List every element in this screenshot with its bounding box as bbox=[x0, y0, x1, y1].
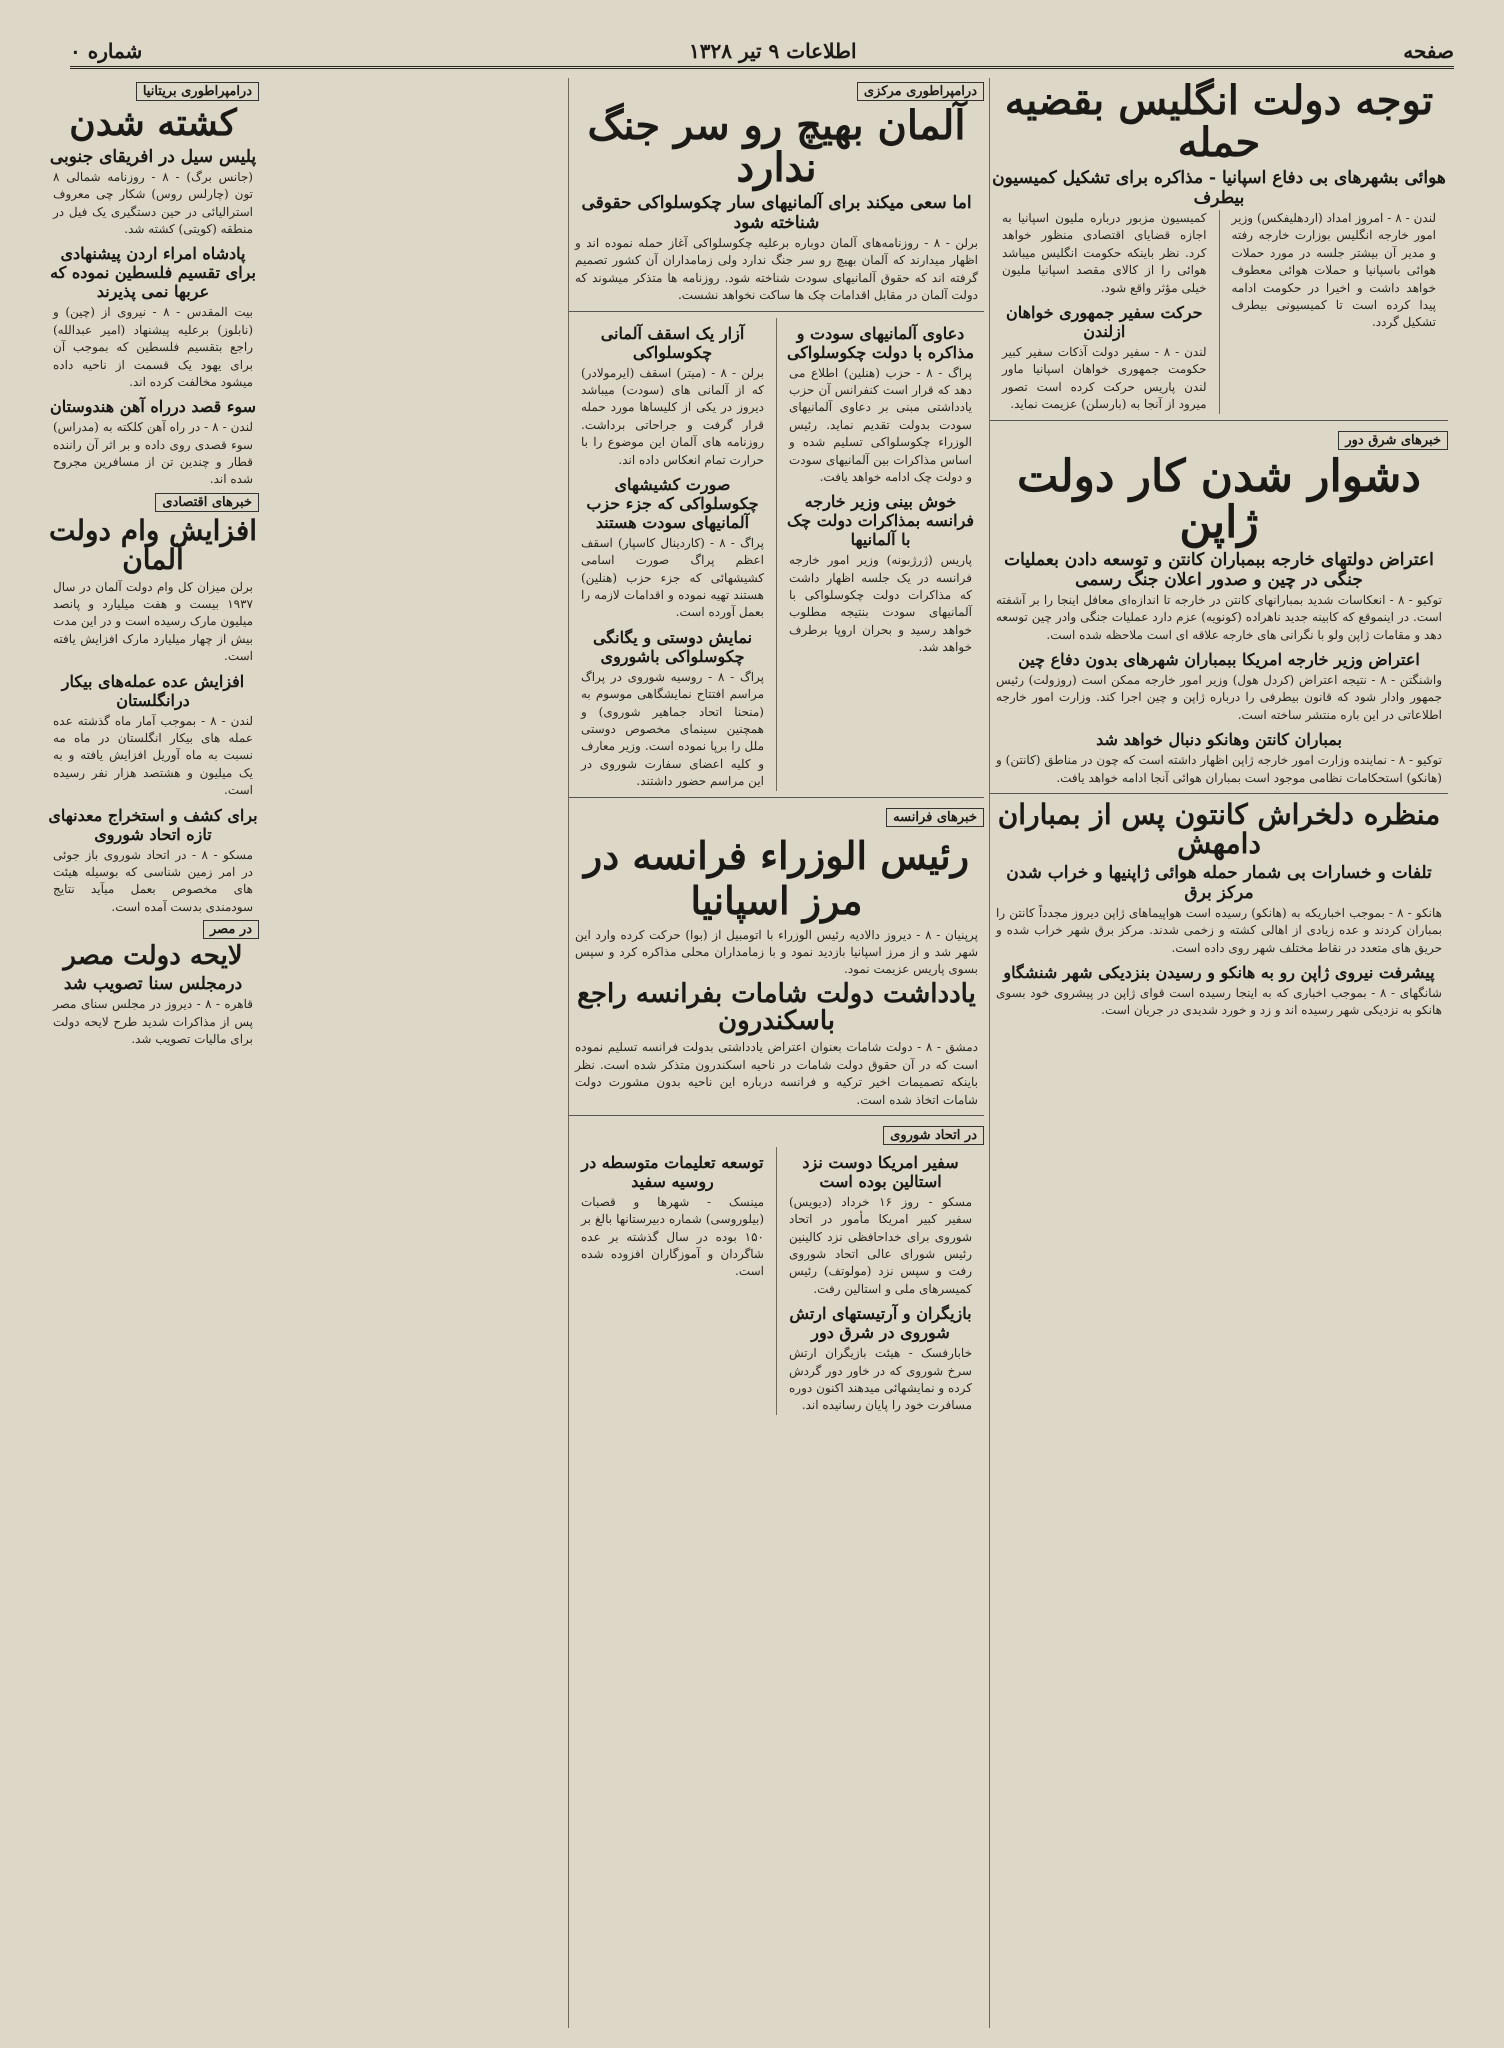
headline-ambassador: حرکت سفیر جمهوری خواهان ازلندن bbox=[1005, 302, 1203, 341]
column-central-europe bbox=[568, 78, 984, 2028]
headline-england-spain: توجه دولت انگلیس بقضیه حمله bbox=[1004, 78, 1434, 166]
headline-india-rail: سوء قصد درراه آهن هندوستان bbox=[49, 397, 257, 417]
subhead-killed: پلیس سیل در افریقای جنوبی bbox=[49, 146, 257, 167]
header-section: صفحه bbox=[1403, 39, 1454, 63]
headline-hankow-advance: پیشرفت نیروی ژاپن رو به هانکو و رسیدن بنزدیکی شهر شنشگاو bbox=[1003, 962, 1435, 982]
headline-canton-scene: منظره دلخراش کانتون پس از بمباران دامهش bbox=[997, 798, 1441, 861]
article-germany: برلن - ۸ - روزنامه‌های آلمان دوباره برعلیه چکوسلواکی آغاز حمله نموده اند و اظهار میدارند که آلمان بهیچ رو سر جنگ ندارد ولی زمامداران آن کشور تصمیم گرفته اند که حقوق آلمانیهای سودت شناخته شود. روزنامه ها متذکر میشوند که دولت آلمان در مقابل اقدامات چک ها ساکت نخواهد نشست. bbox=[575, 236, 978, 303]
article-priests: پراگ - ۸ - (کاردینال کاسپار) اسقف اعظم پراگ صورت اسامی کشیشهائی که جزء حزب (هنلین) هستند تهیه نموده و اقدامات لازمه را بعمل آورده است. bbox=[581, 535, 764, 620]
section-economy: خبرهای اقتصادی bbox=[155, 493, 259, 512]
headline-education: توسعه تعلیمات متوسطه در روسیه سفید bbox=[581, 1152, 764, 1191]
article-syria-note: دمشق - ۸ - دولت شامات بعنوان اعتراض یادداشتی بدولت فرانسه تسلیم نموده است که در آن حقوق دولت شامات در ناحیه اسکندرون متذکر شده است. نظر باینکه تصمیمات اخیر ترکیه و فرانسه درباره این ناحیه بدون مشورت دولت شامات اتخاذ شده است. bbox=[575, 1040, 979, 1107]
article-egypt: قاهره - ۸ - دیروز در مجلس سنای مصر پس از مذاکرات شدید طرح لایحه دولت برای مالیات تصویب شد. bbox=[53, 997, 253, 1047]
headline-sudeten: دعاوی آلمانیهای سودت و مذاکره با دولت چکوسلواکی bbox=[786, 323, 975, 362]
headline-killed: کشته شدن bbox=[69, 102, 237, 144]
subhead-egypt: درمجلس سنا تصویب شد bbox=[63, 974, 243, 995]
article-us-envoy: مسکو - روز ۱۶ خرداد (دیویس) سفیر کبیر امریکا مأمور در اتحاد شوروی برای خداحافظی نزد کالینین رئیس شورای عالی اتحاد شوروی رفت و سپس نزد (مولوتف) رئیس کمیسرهای ملی و استالین رفت. bbox=[789, 1194, 973, 1296]
article-ambassador: لندن - ۸ - سفیر دولت آذکات سفیر کبیر حکومت جمهوری خواهان اسپانیا ماور لندن پاریس حرکت کرده است تصور میرود از آنجا به (بارسلن) عزیمت نماید. bbox=[1002, 344, 1207, 412]
headline-red-army-actors: بازیگران و آرتیستهای ارتش شوروی در شرق دور bbox=[789, 1304, 972, 1343]
article-french-pm: پرپنیان - ۸ - دیروز دالادیه رئیس الوزراء با اتومبیل از (بوا) حرکت کرده وارد این شهر شد و از مرز اسپانیا بازدید نمود و با زمامداران محلی مذاکره کرد و سپس بسوی پاریس عزیمت نمود. bbox=[575, 927, 978, 977]
column-empire-economy bbox=[47, 78, 259, 2028]
article-sudeten: پراگ - ۸ - حزب (هنلین) اطلاع می دهد که قرار است کنفرانس آن حزب یادداشتی مبنی بر دعاوی آلمانیهای سودت بدولت تقدیم نماید. رئیس الوزراء چکوسلواکی تسلیم شده و اساس مذاکرات بین آلمانیهای سودت و دولت چک ادامه خواهد یافت. bbox=[789, 365, 972, 484]
england-spain-columns bbox=[990, 210, 1448, 414]
headline-canton-bombing: بمباران کانتن وهانکو دنبال خواهد شد bbox=[1096, 730, 1342, 750]
article-friendship: پراگ - ۸ - روسیه شوروی در پراگ مراسم افتتاح نمایشگاهی موسوم به (منحنا اتحاد جماهیر شوروی) و همچنین سینمای مخصوص دوستی ملل را برپا نموده است. وزیر معارف و کلیه اعضای سفارت شوروی در این مراسم حضور داشتند. bbox=[581, 669, 764, 789]
headline-egypt: لایحه دولت مصر bbox=[63, 941, 243, 972]
headline-mines: برای کشف و استخراج معدنهای تازه اتحاد شوروی bbox=[48, 805, 258, 844]
header-number: شماره ۰ bbox=[70, 39, 143, 63]
headline-syria-note: یادداشت دولت شامات بفرانسه راجع باسکندرون bbox=[577, 978, 976, 1037]
section-far-east: خبرهای شرق دور bbox=[1338, 431, 1448, 450]
article-canton-bombing: توکیو - ۸ - نماینده وزارت امور خارجه ژاپن اظهار داشته است که چون در مناطق (کانتن) و (هانکو) استحکامات نظامی موجود است بمباران هوائی آنجا ادامه خواهد یافت. bbox=[996, 753, 1442, 785]
header-paper: اطلاعات ۹ تیر ۱۳۲۸ bbox=[689, 39, 857, 63]
article-education: مینسک - شهرها و قصبات (بیلوروسی) شماره دبیرستانها بالغ بر ۱۵۰ بوده در سال گذشته بر عده شاگردان و آموزگاران افزوده شده است. bbox=[581, 1194, 764, 1279]
section-british-empire: درامپراطوری بریتانیا bbox=[136, 82, 259, 101]
subhead-canton-scene: تلفات و خسارات بی شمار حمله هوائی ژاپنیها و خراب شدن مرکز برق bbox=[1006, 862, 1432, 903]
article-killed: (جانس برگ) - ۸ - روزنامه شمالی ۸ تون (چارلس روس) شکار چی معروف استرالیائی در حین دستگیری یک فیل در منطقه (کویتی) کشته شد. bbox=[53, 169, 253, 236]
headline-us-envoy: سفیر امریکا دوست نزد استالین بوده است bbox=[802, 1152, 959, 1191]
subhead-england-spain: هوائی بشهرهای بی دفاع اسپانیا - مذاکره برای تشکیل کمیسیون بیطرف bbox=[992, 168, 1446, 208]
section-france: خبرهای فرانسه bbox=[886, 808, 984, 827]
divider bbox=[569, 311, 984, 312]
headline-french-optimism: خوش بینی وزیر خارجه فرانسه بمذاکرات دولت چک با آلمانیها bbox=[786, 492, 975, 550]
article-hankow-advance: شانگهای - ۸ - بموجب اخباری که به اینجا رسیده است قوای ژاپن در پیشروی خود بسوی هانکو به نزدیکی شهر رسیده اند و زد و خورد شدیدی در جریان است. bbox=[996, 985, 1442, 1018]
soviet-columns bbox=[569, 1147, 984, 1415]
sudeten-columns bbox=[569, 318, 984, 791]
subhead-germany: اما سعی میکند برای آلمانیهای سار چکوسلواکی حقوقی شناخته شود bbox=[581, 193, 972, 233]
article-mines: مسکو - ۸ - در اتحاد شوروی باز جوئی در امر زمین شناسی که بوسیله هیئت های مخصوص بعمل میآید نتایج سودمندی بدست آمده است. bbox=[53, 847, 253, 914]
headline-palestine: پادشاه امراء اردن پیشنهادی برای تقسیم فلسطین نموده که عربها نمی پذیرند bbox=[50, 244, 256, 302]
article-bishop: برلن - ۸ - (میتر) اسقف (ایرمولادر) که از آلمانی های (سودت) میباشد دیروز در یکی از کلیساها مورد حمله قرار گرفت و جراحاتی برداشت. روزنامه های آلمان این موضوع را با حرارت تمام انعکاس داده اند. bbox=[581, 365, 765, 467]
article-palestine: بیت المقدس - ۸ - نیروی از (چین) و (نابلوز) برعلیه پیشنهاد (امیر عبدالله) راجع بتقسیم فلسطین که بموجب آن برای یهود یک قسمت از ناحیه داده میشود مخالفت کرده اند. bbox=[53, 305, 253, 389]
subhead-japan: اعتراض دولتهای خارجه ببمباران کانتن و توسعه دادن بعملیات جنگی در چین و صدور اعلان جنگ رسمی bbox=[1004, 549, 1434, 590]
article-japan: توکیو - ۸ - انعکاسات شدید بمبارانهای کانتن در خارجه تا اندازه‌ای معافل اینجا را بر آشفته است. در اینموقع که کابینه جدید ناهراده (کونویه) عزم دارد عملیات جنگی وادر چین توسعه دهد و مقامات ژاپن ولو با نگرانی های خارجه علاقه ای است ملاحظه شده است. bbox=[996, 592, 1442, 642]
headline-friendship: نمایش دوستی و یگانگی چکوسلواکی باشوروی bbox=[592, 627, 753, 666]
article-england-spain-2: کمیسیون مزبور درباره ملیون اسپانیا به اجازه قضایای اقتصادی منظور خواهد کرد. نظر باینکه حکومت انگلیس میباشد هوائی را از کالای مقصد اسپانیا ملیون خیلی مؤثر واقع شود. bbox=[1002, 211, 1207, 295]
headline-bishop: آزار یک اسقف آلمانی چکوسلواکی bbox=[600, 323, 745, 362]
divider bbox=[569, 797, 984, 798]
article-canton-scene: هانکو - ۸ - بموجب اخباریکه به (هانکو) رسیده است هواپیماهای ژاپن دیروز مجدداً کانتن را بمباران کردند و عده زیادی از اهالی کشته و زخمی شدند. مرکز برق شهر خراب شده و حریق های متعدد در نقاط مختلف شهر روی داده است. bbox=[996, 905, 1442, 955]
headline-french-pm: رئیس الوزراء فرانسه در مرز اسپانیا bbox=[583, 832, 970, 923]
article-us-protest: واشنگتن - ۸ - نتیجه اعتراض (کردل هول) وزیر امور خارجه ممکن است (روزولت) رئیس جمهور وادار شود که قانون بیطرفی را درباره ژاپن و چین اجرا کند. وزارت امور خارجه اطلاعاتی در این باره منتشر ساخته است. bbox=[996, 673, 1442, 722]
headline-us-protest: اعتراض وزیر خارجه امریکا ببمباران شهرهای بدون دفاع چین bbox=[1018, 650, 1420, 670]
headline-germany: آلمان بهیچ رو سر جنگ ندارد bbox=[587, 102, 966, 191]
section-egypt: در مصر bbox=[203, 920, 259, 939]
divider bbox=[569, 1115, 984, 1116]
article-french-optimism: پاریس (ژرژبونه) وزیر امور خارجه فرانسه در یک جلسه اظهار داشت که مذاکرات دولت چکوسلواکی با آلمانیهای سودت بنتیجه مطلوب خواهد رسید و بحران اروپا برطرف خواهد شد. bbox=[789, 553, 972, 655]
article-india-rail: لندن - ۸ - در راه آهن کلکته به (مدراس) سوء قصدی روی داده و بر اثر آن راننده قطار و چندین تن از مسافرین مجروح شده اند. bbox=[53, 420, 253, 487]
article-unemployment: لندن - ۸ - بموجب آمار ماه گذشته عده عمله های بیکار انگلستان در ماه مه نسبت به ماه آوریل افزایش یافته و به یک میلیون و هشتصد هزار نفر رسیده است. bbox=[53, 713, 253, 798]
headline-german-loan: افزایش وام دولت آلمان bbox=[48, 513, 258, 577]
article-red-army-actors: خابارفسک - هیئت بازیگران ارتش سرخ شوروی که در خاور دور گردش کرده و نمایشهائی میدهند اکنون دوره مسافرت خود را پایان رسانیده اند. bbox=[789, 1346, 972, 1413]
divider bbox=[990, 793, 1448, 794]
headline-unemployment: افزایش عده عمله‌های بیکار درانگلستان bbox=[61, 671, 245, 710]
article-england-spain: لندن - ۸ - امروز امداد (اردهلیفکس) وزیر امور خارجه انگلیس بوزارت خارجه رفته و مدیر آن بیشتر جلسه در مورد حملات هوائی باسپانیا و حملات هوائی معطوف خواهد داشت و اخیرا در حکومت ادامه پیدا کرده است تا کمیسیونی بیطرف تشکیل گردد. bbox=[1231, 211, 1436, 330]
headline-priests: صورت کشیشهای چکوسلواکی که جزء حزب آلمانیهای سودت هستند bbox=[586, 474, 759, 532]
divider bbox=[990, 420, 1448, 421]
headline-japan: دشوار شدن کار دولت ژاپن bbox=[1017, 450, 1421, 548]
section-soviet: در اتحاد شوروی bbox=[883, 1126, 984, 1145]
section-central-empire: درامپراطوری مرکزی bbox=[857, 82, 984, 101]
page-header bbox=[70, 36, 1454, 69]
article-german-loan: برلن میزان کل وام دولت آلمان در سال ۱۹۳۷ بیست و هفت میلیارد و پانصد میلیون مارک رسیده است و در این مدت بیش از چهار میلیارد مارک افزایش یافته است. bbox=[53, 579, 253, 664]
column-foreign-news bbox=[989, 78, 1448, 2028]
